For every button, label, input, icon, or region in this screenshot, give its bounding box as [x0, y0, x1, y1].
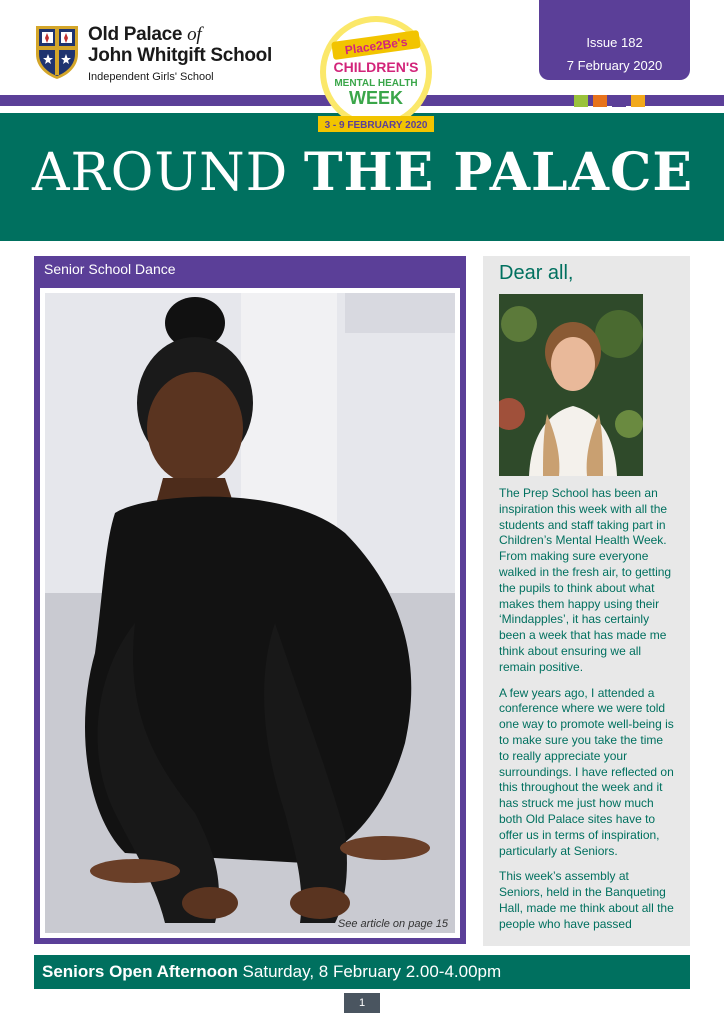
- dancer-photo: [45, 293, 455, 933]
- page-number: 1: [344, 993, 380, 1013]
- letter-paragraph-3: This week’s assembly at Seniors, held in the Banqueting Hall, made me think about all the people who have passed: [499, 869, 674, 931]
- feature-photo: [40, 288, 460, 938]
- open-afternoon-banner: [34, 955, 690, 989]
- masthead-title: [32, 142, 693, 203]
- badge-line2: MENTAL HEALTH: [334, 78, 418, 89]
- badge-dates: 3 - 9 FEBRUARY 2020: [324, 120, 428, 131]
- issue-tab: [539, 0, 690, 80]
- open-afternoon-details: Saturday, 8 February 2.00-4.00pm: [237, 962, 502, 981]
- issue-date: 7 February 2020: [566, 58, 663, 73]
- badge-top: Place2Be's: [344, 34, 409, 58]
- letter-greeting: Dear all,: [499, 262, 574, 284]
- masthead-title-bold: THE PALACE: [303, 142, 693, 203]
- portrait-illustration: [499, 294, 643, 476]
- accent-square: [593, 95, 607, 107]
- feature-frame: [34, 282, 466, 944]
- headteacher-portrait: [499, 294, 643, 476]
- feature-heading: Senior School Dance: [34, 256, 466, 282]
- school-crest-logo: [34, 24, 80, 80]
- head-letter: [483, 256, 690, 946]
- letter-paragraph-2: A few years ago, I attended a conference where we were told one way to promote well-being is to make sure you take the time to really appreciate your surroundings. I have reflected on this throughout the week and it has struck me just how much both Old Palace sites have to offer us in terms of inspiration, particularly at Seniors.: [499, 685, 674, 858]
- school-name-line2: John Whitgift School: [88, 45, 272, 66]
- school-name-line1: Old Palace of: [88, 24, 202, 45]
- school-subtitle: Independent Girls' School: [88, 71, 214, 83]
- dancer-illustration: [45, 293, 455, 933]
- accent-square: [612, 95, 626, 107]
- school-name-block: [88, 24, 272, 85]
- badge-line1: CHILDREN'S: [333, 59, 419, 75]
- mental-health-week-badge: [312, 12, 440, 136]
- issue-number: Issue 182: [586, 35, 643, 50]
- photo-caption: See article on page 15: [337, 918, 448, 930]
- accent-squares: [574, 95, 645, 107]
- open-afternoon-title: Seniors Open Afternoon: [42, 962, 238, 981]
- letter-paragraph-1: The Prep School has been an inspiration this week with all the students and staff taking part in Children’s Mental Health Week. From making sure everyone walked in the fresh air, to getting the pupils to think about what makes them happy using their ‘Mindapples’, it has certainly been a week that has made me think about ensuring we all remain positive.: [499, 486, 672, 674]
- accent-square: [574, 95, 588, 107]
- accent-square: [631, 95, 645, 107]
- badge-line3: WEEK: [349, 88, 403, 108]
- masthead-title-light: AROUND: [32, 143, 289, 203]
